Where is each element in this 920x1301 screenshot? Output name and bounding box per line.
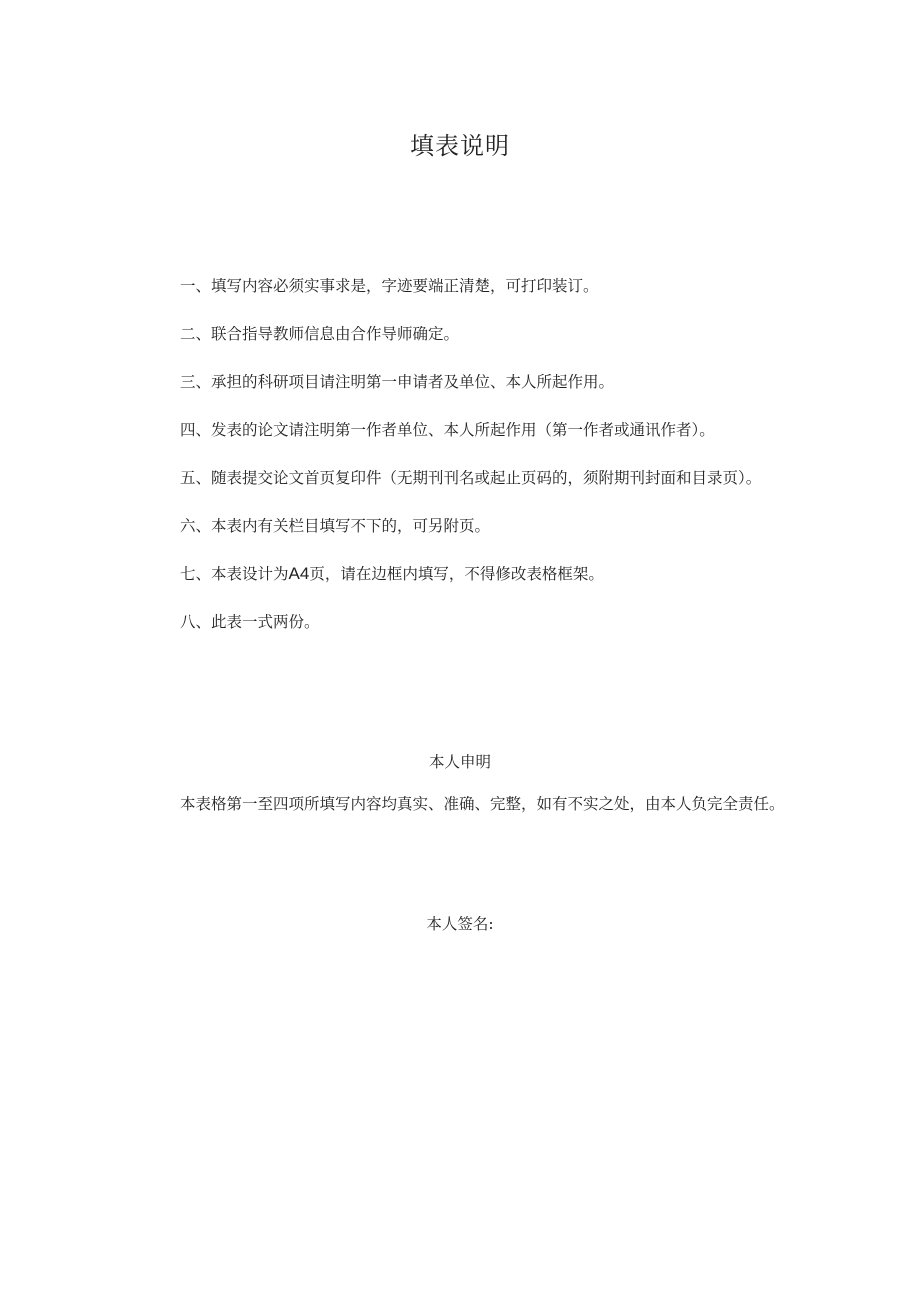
declaration-body: 本表格第一至四项所填写内容均真实、准确、完整，如有不实之处，由本人负完全责任。 [180,795,785,813]
instruction-item-7-paper-size: A4 [288,564,310,583]
instruction-item-3: 三、承担的科研项目请注明第一申请者及单位、本人所起作用。 [180,373,615,391]
instruction-item-7 [138,550,788,598]
instruction-item-6: 六、本表内有关栏目填写不下的，可另附页。 [180,517,491,535]
instruction-item-5: 五、随表提交论文首页复印件（无期刊刊名或起止页码的，须附期刊封面和目录页）。 [180,469,762,487]
instruction-item-1: 一、填写内容必须实事求是，字迹要端正清楚，可打印装订。 [180,277,599,295]
instruction-item-8: 八、此表一式两份。 [180,613,320,631]
instruction-item-7-prefix: 七、本表设计为 [180,565,289,583]
declaration-title: 本人申明 [428,753,491,771]
page-title: 填表说明 [410,132,510,160]
signature-label: 本人签名: [426,915,494,933]
instruction-item-7-suffix: 页，请在边框内填写，不得修改表格框架。 [309,565,604,583]
instruction-item-2: 二、联合指导教师信息由合作导师确定。 [180,325,460,343]
instruction-item-4: 四、发表的论文请注明第一作者单位、本人所起作用（第一作者或通讯作者）。 [180,421,715,439]
instructions-list [138,262,788,646]
